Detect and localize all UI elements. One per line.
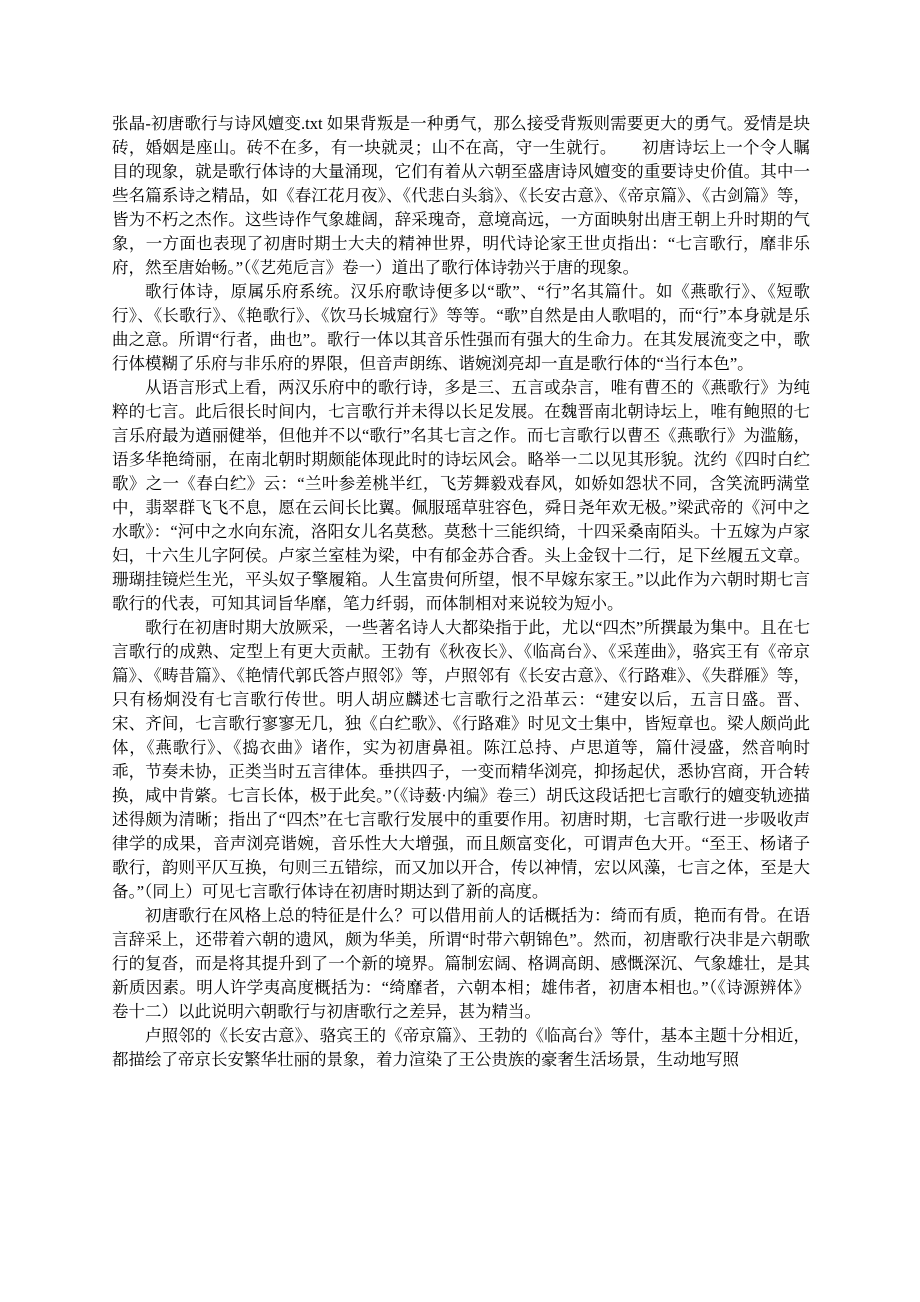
paragraph-early-tang-flourish: 歌行在初唐时期大放厥采，一些著名诗人大都染指于此，尤以“四杰”所撰最为集中。且在七言歌行的成熟、定型上有更大贡献。王勃有《秋夜长》、《临高台》、《采莲曲》，骆宾王有《帝京篇》、《畴昔篇》、《艳情代郭氏答卢照邻》等，卢照邻有《长安古意》、《行路难》、《失群雁》等，只有杨炯没有七言歌行传世。明人胡应麟述七言歌行之沿革云：“建安以后，五言日盛。晋、宋、齐间，七言歌行寥寥无几，独《白纻歌》、《行路难》时见文士集中，皆短章也。梁人颇尚此体，《燕歌行》、《捣衣曲》诸作，实为初唐鼻祖。陈江总持、卢思道等，篇什浸盛，然音响时乖，节奏未协，正类当时五言律体。垂拱四子，一变而精华浏亮，抑扬起伏，悉协宫商，开合转换，咸中肯綮。七言长体，极于此矣。”（《诗薮·内编》卷三）胡氏这段话把七言歌行的嬗变轨迹描述得颇为清晰；指出了“四杰”在七言歌行发展中的重要作用。初唐时期，七言歌行进一步吸收声律学的成果，音声浏亮谐婉，音乐性大大增强，而且颇富变化，可谓声色大开。“至王、杨诸子歌行，韵则平仄互换，句则三五错综，而又加以开合，传以神情，宏以风藻，七言之体，至是大备。”（同上）可见七言歌行体诗在初唐时期达到了新的高度。 bbox=[112, 618, 810, 901]
paragraph-style-traits: 初唐歌行在风格上总的特征是什么？可以借用前人的话概括为：绮而有质，艳而有骨。在语言辞采上，还带着六朝的遗风，颇为华美，所谓“时带六朝锦色”。然而，初唐歌行决非是六朝歌行的复沓，而是将其提升到了一个新的境界。篇制宏阔、格调高朗、感慨深沉、气象雄壮，是其新质因素。明人许学夷高度概括为：“绮靡者，六朝本相；雄伟者，初唐本相也。”（《诗源辨体》卷十二）以此说明六朝歌行与初唐歌行之差异，甚为精当。 bbox=[112, 906, 810, 1021]
paragraph-intro: 张晶-初唐歌行与诗风嬗变.txt 如果背叛是一种勇气，那么接受背叛则需要更大的勇气。爱情是块砖，婚姻是座山。砖不在多，有一块就灵；山不在高，守一生就行。 初唐诗坛上一个令人瞩目的现象，就是歌行体诗的大量涌现，它们有着从六朝至盛唐诗风嬗变的重要诗史价值。其中一些名篇系诗之精品，如《春江花月夜》、《代悲白头翁》、《长安古意》、《帝京篇》、《古剑篇》等，皆为不朽之杰作。这些诗作气象雄阔，辞采瑰奇，意境高远，一方面映射出唐王朝上升时期的气象，一方面也表现了初唐时期士大夫的精神世界，明代诗论家王世贞指出：“七言歌行，靡非乐府，然至唐始畅。”（《艺苑卮言》卷一）道出了歌行体诗勃兴于唐的现象。 bbox=[112, 114, 810, 277]
paragraph-changan-theme: 卢照邻的《长安古意》、骆宾王的《帝京篇》、王勃的《临高台》等什，基本主题十分相近，都描绘了帝京长安繁华壮丽的景象，着力渲染了王公贵族的豪奢生活场景，生动地写照 bbox=[112, 1026, 810, 1069]
paragraph-language-form: 从语言形式上看，两汉乐府中的歌行诗，多是三、五言或杂言，唯有曹丕的《燕歌行》为纯粹的七言。此后很长时间内，七言歌行并未得以长足发展。在魏晋南北朝诗坛上，唯有鲍照的七言乐府最为遒丽健举，但他并不以“歌行”名其七言之作。而七言歌行以曹丕《燕歌行》为滥觞，语多华艳绮丽，在南北朝时期颇能体现此时的诗坛风会。略举一二以见其形貌。沈约《四时白纻歌》之一《春白纻》云：“兰叶参差桃半红，飞芳舞毅戏春风，如娇如怨状不同，含笑流眄满堂中，翡翠群飞飞不息，愿在云间长比翼。佩服瑶草驻容色，舜日尧年欢无极。”梁武帝的《河中之水歌》：“河中之水向东流，洛阳女儿名莫愁。莫愁十三能织绮，十四采桑南陌头。十五嫁为卢家妇，十六生儿字阿侯。卢家兰室桂为梁，中有郁金苏合香。头上金钗十二行，足下丝履五文章。珊瑚挂镜烂生光，平头奴子擎履箱。人生富贵何所望，恨不早嫁东家王。”以此作为六朝时期七言歌行的代表，可知其词旨华靡，笔力纤弱，而体制相对来说较为短小。 bbox=[112, 378, 810, 613]
document-page bbox=[112, 112, 810, 1072]
paragraph-gexing-origin: 歌行体诗，原属乐府系统。汉乐府歌诗便多以“歌”、“行”名其篇什。如《燕歌行》、《短歌行》、《长歌行》、《艳歌行》、《饮马长城窟行》等等。“歌”自然是由人歌唱的，而“行”本身就是乐曲之意。所谓“行者，曲也”。歌行一体以其音乐性强而有强大的生命力。在其发展流变之中，歌行体模糊了乐府与非乐府的界限，但音声朗练、谐婉浏亮却一直是歌行体的“当行本色”。 bbox=[112, 282, 810, 373]
